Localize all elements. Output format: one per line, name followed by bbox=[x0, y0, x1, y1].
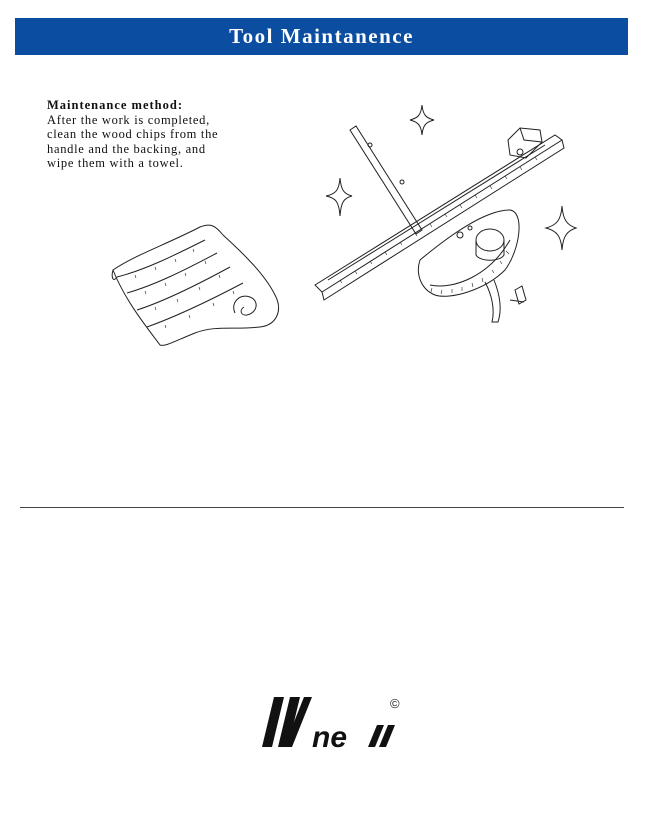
miter-gauge-illustration bbox=[310, 100, 590, 330]
maintenance-line-1: After the work is completed, bbox=[47, 112, 210, 127]
copyright-symbol: © bbox=[390, 696, 400, 711]
towel-illustration bbox=[105, 215, 285, 355]
maintenance-line-4: wipe them with a towel. bbox=[47, 156, 184, 171]
section-divider bbox=[20, 507, 624, 508]
logo-text: ne bbox=[312, 721, 348, 750]
page-title-banner bbox=[15, 18, 628, 55]
page-title: Tool Maintanence bbox=[229, 24, 414, 48]
maintenance-line-3: handle and the backing, and bbox=[47, 141, 206, 156]
maintenance-heading: Maintenance method: bbox=[47, 98, 183, 112]
maintenance-line-2: clean the wood chips from the bbox=[47, 127, 219, 142]
maintenance-method-text bbox=[47, 98, 257, 171]
